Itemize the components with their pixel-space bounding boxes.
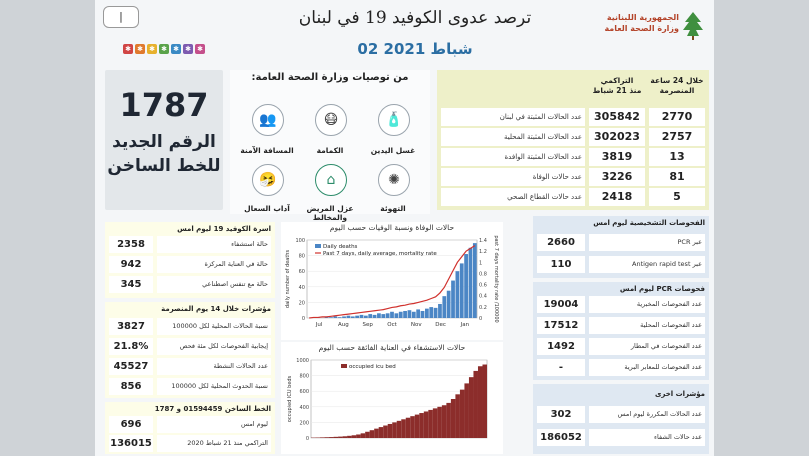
icu-bar	[433, 408, 438, 438]
stat-label: عدد الحالات المثبتة المحلية	[441, 128, 585, 146]
stat-label: عدد الحالات المثبتة في لبنان	[441, 108, 585, 126]
table-row	[537, 256, 705, 273]
recommendations-panel	[230, 70, 430, 222]
partner-logo-icon: ✱	[123, 44, 133, 54]
recommendation-label: الكمامة	[316, 146, 344, 155]
recommendation-label: التهوئة	[380, 204, 406, 213]
pcr-panel	[533, 282, 709, 380]
stat-cumulative-value: 305842	[589, 108, 645, 126]
table-row	[441, 168, 705, 186]
section-title: اسرة الكوفيد 19 ليوم امس	[177, 225, 271, 233]
row-value: 856	[109, 378, 153, 395]
partner-logo-icon: ✱	[147, 44, 157, 54]
recommendation-label: غسل اليدين	[370, 146, 416, 155]
y-tick-label: 600	[299, 389, 309, 396]
stat-label: عدد حالات الوفاة	[441, 168, 585, 186]
recommendations-title: من توصيات وزارة الصحة العامة:	[251, 72, 409, 83]
row-value: 1492	[537, 338, 585, 355]
y-tick-label: 80	[298, 253, 305, 260]
partner-logo-icon: ✱	[135, 44, 145, 54]
legend-label: occupied icu bed	[349, 364, 396, 370]
death-bar	[456, 271, 460, 318]
icu-bar	[352, 435, 357, 438]
death-bar	[460, 263, 464, 318]
y-axis-label: daily number of deaths	[285, 249, 291, 309]
stat-cumulative-value: 302023	[589, 128, 645, 146]
death-bar	[403, 311, 407, 318]
stat-day-value: 13	[649, 148, 705, 166]
cough-icon: 🤧	[252, 164, 284, 196]
diagnostic-panel	[533, 216, 709, 278]
table-row	[537, 338, 705, 355]
death-bar	[394, 313, 398, 318]
death-bar	[425, 309, 429, 318]
section-title: مؤشرات خلال 14 يوم المنصرمة	[161, 305, 271, 313]
icu-bar	[406, 418, 411, 438]
y-tick-label: 1000	[296, 358, 309, 364]
y2-tick-label: 0.8	[479, 271, 487, 278]
row-value: 110	[537, 256, 585, 273]
icu-bar	[424, 411, 429, 438]
row-value: 345	[109, 276, 153, 293]
ministry-line-1: الجمهورية اللبنانية	[606, 13, 679, 22]
death-bar	[416, 309, 420, 318]
y2-tick-label: 0.6	[479, 282, 487, 289]
hotline-line-1: الرقم الجديد	[112, 132, 216, 152]
row-label: نسبة الحالات المحلية لكل 100000	[157, 318, 271, 335]
table-row	[441, 108, 705, 126]
icu-bar	[397, 421, 402, 438]
row-label: عدد الفحوصات المخبرية	[589, 296, 705, 313]
section-title: مؤشرات اخرى	[654, 390, 705, 398]
row-value: 696	[109, 416, 153, 433]
row-value: 3827	[109, 318, 153, 335]
deaths-chart-svg	[281, 234, 503, 340]
table-row	[109, 435, 271, 452]
hotline-line-2: للخط الساخن	[107, 156, 221, 176]
row-label: التراكمي منذ 21 شباط 2020	[157, 435, 271, 452]
death-bar	[342, 316, 346, 318]
stats-head-cumulative-sub: منذ 21 شباط	[592, 86, 642, 95]
hotline-label	[105, 130, 223, 178]
stat-label: عدد حالات القطاع الصحي	[441, 188, 585, 206]
y-axis-label: occupied ICU beds	[287, 375, 293, 423]
home-isolation-icon: ⌂	[315, 164, 347, 196]
legend-swatch	[315, 244, 321, 248]
death-bar	[360, 315, 364, 318]
y2-tick-label: 0	[479, 316, 483, 322]
stats-head-cumulative: التراكمي	[600, 76, 634, 85]
x-tick-label: Nov	[410, 322, 422, 328]
row-value: 942	[109, 256, 153, 273]
row-value: 136015	[109, 435, 153, 452]
death-bar	[447, 291, 451, 318]
death-bar	[338, 317, 342, 318]
row-label: عدد حالات الشفاء	[589, 429, 705, 446]
icu-bar	[370, 430, 375, 438]
death-bar	[464, 254, 468, 318]
row-label: عدد الحالات النشطة	[157, 358, 271, 375]
death-bar	[364, 316, 368, 318]
stats-head-24h-sub: المنصرمة	[659, 86, 695, 95]
row-value: 21.8%	[109, 338, 153, 355]
icu-bar	[338, 437, 343, 438]
y2-tick-label: 1	[479, 260, 483, 267]
cases-stats-panel	[437, 70, 709, 210]
table-row	[109, 338, 271, 355]
icu-bar	[347, 436, 352, 438]
section-title: فحوصات PCR ليوم امس	[619, 285, 705, 293]
icu-bar	[442, 405, 447, 438]
partner-logo-icon: ✱	[159, 44, 169, 54]
stat-day-value: 2770	[649, 108, 705, 126]
recommendation-label: المسافة الآمنة	[240, 146, 294, 155]
row-label: عدد الفحوصات للمعابر البرية	[589, 359, 705, 376]
y-tick-label: 800	[299, 373, 309, 380]
y2-axis-label: past 7 days mortality rate /100000	[493, 235, 499, 323]
icu-bar	[451, 399, 456, 438]
death-bar	[390, 312, 394, 318]
table-row	[109, 236, 271, 253]
icu-bar	[383, 426, 388, 438]
x-tick-label: Sep	[362, 322, 373, 328]
death-bar	[442, 296, 446, 318]
recommendation-label: آداب السعال	[244, 204, 290, 213]
icu-bar	[356, 434, 361, 438]
icu-bar	[469, 377, 474, 438]
icu-bar	[428, 410, 433, 438]
table-row	[441, 148, 705, 166]
dashboard	[95, 0, 714, 456]
icu-bar	[473, 371, 478, 438]
y-tick-label: 0	[305, 436, 309, 442]
icu-bar	[325, 437, 330, 438]
y-tick-label: 0	[301, 316, 305, 322]
row-label: عدد الحالات المكررة ليوم امس	[589, 406, 705, 423]
table-row	[441, 128, 705, 146]
icu-bar	[392, 422, 397, 438]
death-bar	[347, 316, 351, 318]
death-bar	[408, 310, 412, 318]
section-title: الفحوصات التشخيصية ليوم امس	[593, 219, 705, 227]
row-value: -	[537, 359, 585, 376]
table-row	[537, 429, 705, 446]
death-bar	[438, 304, 442, 318]
table-row	[537, 234, 705, 251]
menu-button[interactable]: |	[103, 6, 139, 28]
row-value: 45527	[109, 358, 153, 375]
icu-bar	[460, 390, 465, 438]
table-row	[537, 296, 705, 313]
icu-bar	[455, 394, 460, 438]
stat-label: عدد الحالات المثبتة الوافدة	[441, 148, 585, 166]
section-title: الخط الساخن 01594459 و 1787	[154, 405, 271, 413]
row-label: عبر Antigen rapid test	[589, 256, 705, 273]
x-tick-label: Oct	[387, 322, 397, 328]
ministry-line-2: وزارة الصحة العامة	[604, 24, 679, 33]
y-tick-label: 100	[295, 238, 305, 244]
legend-label: Daily deaths	[323, 244, 358, 250]
y-tick-label: 20	[298, 300, 305, 307]
icu-beds-panel	[105, 222, 275, 298]
row-label: حالة استشفاء	[157, 236, 271, 253]
table-row	[109, 416, 271, 433]
death-bar	[355, 316, 359, 318]
row-label: إيجابية الفحوصات لكل مئة فحص	[157, 338, 271, 355]
icu-bar	[320, 437, 325, 438]
hotline-calls-panel	[105, 402, 275, 454]
y-tick-label: 40	[298, 284, 305, 291]
row-value: 19004	[537, 296, 585, 313]
table-row	[109, 256, 271, 273]
y2-tick-label: 0.4	[479, 293, 487, 300]
chart-title: حالات الوفاة ونسبة الوفيات حسب اليوم	[329, 223, 455, 232]
hotline-number: 1787	[119, 86, 209, 124]
table-row	[537, 317, 705, 334]
other-indicators-panel	[533, 384, 709, 454]
row-value: 2358	[109, 236, 153, 253]
icu-bar	[478, 366, 483, 438]
icu-chart	[281, 342, 503, 454]
table-row	[109, 318, 271, 335]
stat-cumulative-value: 2418	[589, 188, 645, 206]
y2-tick-label: 1.4	[479, 238, 487, 244]
icu-bar	[410, 416, 415, 438]
icu-bar	[365, 432, 370, 438]
stats-head-24h: خلال 24 ساعة	[650, 76, 704, 85]
table-row	[537, 406, 705, 423]
page-title: ترصد عدوى الكوفيد 19 في لبنان	[298, 8, 532, 28]
icu-bar	[361, 433, 366, 438]
death-bar	[434, 308, 438, 318]
x-tick-label: Jan	[460, 322, 470, 328]
death-bar	[368, 314, 372, 318]
stat-day-value: 81	[649, 168, 705, 186]
icu-bar	[334, 437, 339, 438]
table-row	[109, 358, 271, 375]
ventilation-icon: ✺	[378, 164, 410, 196]
recommendation-label: عزل المريض والمخالط	[306, 204, 354, 222]
death-bar	[329, 317, 333, 318]
row-label: عدد الفحوصات في المطار	[589, 338, 705, 355]
icu-chart-svg	[281, 354, 503, 454]
partner-logo-icon: ✱	[183, 44, 193, 54]
cedar-icon	[681, 10, 705, 40]
stat-day-value: 5	[649, 188, 705, 206]
y-tick-label: 200	[299, 420, 309, 427]
row-label: عدد الفحوصات المحلية	[589, 317, 705, 334]
row-label: ليوم امس	[157, 416, 271, 433]
legend-label: Past 7 days, daily average, mortality rate	[323, 251, 437, 257]
icu-bar	[401, 419, 406, 438]
chart-title: حالات الاستشفاء في العناية الفائقة حسب اليوم	[318, 343, 466, 352]
table-row	[109, 378, 271, 395]
icu-bar	[437, 407, 442, 438]
row-label: حالة في العناية المركزة	[157, 256, 271, 273]
table-row	[109, 276, 271, 293]
deaths-chart	[281, 222, 503, 340]
icu-bar	[419, 413, 424, 438]
hotline-panel	[105, 70, 223, 210]
death-bar	[412, 312, 416, 318]
row-value: 17512	[537, 317, 585, 334]
y-tick-label: 60	[298, 269, 305, 276]
x-tick-label: Jul	[315, 322, 323, 328]
stat-cumulative-value: 3226	[589, 168, 645, 186]
legend-swatch	[341, 364, 347, 368]
hand-wash-icon: 🧴	[378, 104, 410, 136]
icu-bar	[464, 383, 469, 438]
death-bar	[333, 316, 337, 318]
y2-tick-label: 1.2	[479, 249, 487, 256]
death-bar	[429, 307, 433, 318]
death-bar	[451, 281, 455, 318]
partner-logos	[123, 44, 205, 54]
distance-icon: 👥	[252, 104, 284, 136]
icu-bar	[374, 429, 379, 438]
x-tick-label: Dec	[435, 322, 446, 328]
row-value: 2660	[537, 234, 585, 251]
stat-cumulative-value: 3819	[589, 148, 645, 166]
ministry-logo	[583, 8, 707, 44]
death-bar	[399, 312, 403, 318]
icu-bar	[446, 403, 451, 438]
death-bar	[469, 248, 473, 318]
icu-bar	[329, 437, 334, 438]
row-label: حالة مع تنفس اصطناعي	[157, 276, 271, 293]
row-value: 186052	[537, 429, 585, 446]
icu-bar	[343, 436, 348, 438]
row-label: نسبة الحدوث المحلية لكل 100000	[157, 378, 271, 395]
row-label: عبر PCR	[589, 234, 705, 251]
mask-icon: 😷	[315, 104, 347, 136]
death-bar	[386, 313, 390, 318]
death-bar	[473, 243, 477, 318]
report-date: 02 شباط 2021	[357, 40, 473, 58]
partner-logo-icon: ✱	[195, 44, 205, 54]
table-row	[537, 359, 705, 376]
death-bar	[373, 315, 377, 318]
row-value: 302	[537, 406, 585, 423]
icu-bar	[379, 427, 384, 438]
death-bar	[351, 316, 355, 318]
indicators-14-panel	[105, 302, 275, 398]
death-bar	[381, 314, 385, 318]
icu-bar	[482, 365, 487, 438]
icu-bar	[388, 424, 393, 438]
death-bar	[421, 311, 425, 318]
stat-day-value: 2757	[649, 128, 705, 146]
death-bar	[377, 313, 381, 318]
y2-tick-label: 0.2	[479, 304, 487, 311]
table-row	[441, 188, 705, 206]
x-tick-label: Aug	[338, 322, 349, 328]
partner-logo-icon: ✱	[171, 44, 181, 54]
y-tick-label: 400	[299, 404, 309, 411]
icu-bar	[415, 415, 420, 438]
